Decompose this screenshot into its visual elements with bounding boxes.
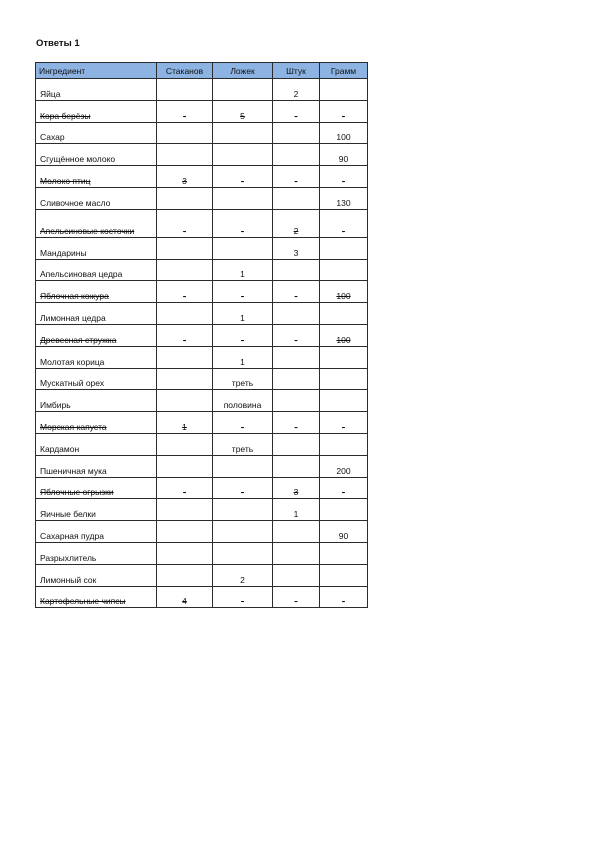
- grams-cell: 130: [320, 187, 368, 209]
- answers-table: [35, 62, 368, 608]
- grams-cell: -: [320, 586, 368, 608]
- cups-cell: 3: [157, 166, 213, 188]
- ingredient-name: Яйца: [36, 79, 157, 101]
- ingredient-name: Апельсиновые косточки: [36, 209, 157, 237]
- pieces-cell: [273, 564, 320, 586]
- grams-cell: 100: [320, 324, 368, 346]
- table-row: [36, 166, 368, 188]
- cups-cell: [157, 390, 213, 412]
- spoons-cell: 1: [213, 259, 273, 281]
- ingredient-name: Мандарины: [36, 237, 157, 259]
- ingredient-name: Апельсиновая цедра: [36, 259, 157, 281]
- cups-cell: [157, 122, 213, 144]
- pieces-cell: [273, 390, 320, 412]
- table-row: [36, 79, 368, 101]
- table-row: [36, 477, 368, 499]
- spoons-cell: [213, 187, 273, 209]
- ingredient-name: Лимонная цедра: [36, 303, 157, 325]
- cups-cell: -: [157, 281, 213, 303]
- spoons-cell: [213, 144, 273, 166]
- ingredient-name: Имбирь: [36, 390, 157, 412]
- table-row: [36, 521, 368, 543]
- grams-cell: -: [320, 209, 368, 237]
- table-row: [36, 100, 368, 122]
- table-header-row: [36, 63, 368, 79]
- pieces-cell: 3: [273, 237, 320, 259]
- table-row: [36, 368, 368, 390]
- grams-cell: -: [320, 100, 368, 122]
- pieces-cell: -: [273, 586, 320, 608]
- spoons-cell: [213, 521, 273, 543]
- pieces-cell: -: [273, 281, 320, 303]
- table-row: [36, 187, 368, 209]
- grams-cell: [320, 368, 368, 390]
- spoons-cell: половина: [213, 390, 273, 412]
- header-spoons: Ложек: [213, 63, 273, 79]
- cups-cell: -: [157, 324, 213, 346]
- grams-cell: [320, 564, 368, 586]
- grams-cell: [320, 79, 368, 101]
- cups-cell: -: [157, 100, 213, 122]
- pieces-cell: [273, 368, 320, 390]
- spoons-cell: 5: [213, 100, 273, 122]
- spoons-cell: [213, 455, 273, 477]
- ingredient-name: Сгущённое молоко: [36, 144, 157, 166]
- spoons-cell: -: [213, 281, 273, 303]
- grams-cell: [320, 237, 368, 259]
- ingredient-name: Сахарная пудра: [36, 521, 157, 543]
- pieces-cell: [273, 144, 320, 166]
- pieces-cell: -: [273, 324, 320, 346]
- table-row: [36, 455, 368, 477]
- pieces-cell: [273, 346, 320, 368]
- ingredient-name: Сливочное масло: [36, 187, 157, 209]
- ingredient-name: Древесная стружка: [36, 324, 157, 346]
- grams-cell: 100: [320, 281, 368, 303]
- cups-cell: [157, 542, 213, 564]
- spoons-cell: [213, 237, 273, 259]
- cups-cell: [157, 368, 213, 390]
- pieces-cell: 2: [273, 209, 320, 237]
- table-row: [36, 499, 368, 521]
- pieces-cell: 2: [273, 79, 320, 101]
- cups-cell: [157, 144, 213, 166]
- grams-cell: 200: [320, 455, 368, 477]
- grams-cell: [320, 303, 368, 325]
- grams-cell: -: [320, 477, 368, 499]
- spoons-cell: -: [213, 477, 273, 499]
- ingredient-name: Кора берёзы: [36, 100, 157, 122]
- table-row: [36, 412, 368, 434]
- ingredient-name: Молоко птиц: [36, 166, 157, 188]
- spoons-cell: -: [213, 586, 273, 608]
- cups-cell: [157, 346, 213, 368]
- ingredient-name: Мускатный орех: [36, 368, 157, 390]
- cups-cell: 4: [157, 586, 213, 608]
- table-row: [36, 564, 368, 586]
- table-row: [36, 433, 368, 455]
- pieces-cell: [273, 259, 320, 281]
- cups-cell: -: [157, 209, 213, 237]
- cups-cell: [157, 259, 213, 281]
- pieces-cell: [273, 433, 320, 455]
- grams-cell: [320, 542, 368, 564]
- cups-cell: [157, 564, 213, 586]
- cups-cell: [157, 79, 213, 101]
- pieces-cell: [273, 542, 320, 564]
- ingredient-name: Кардамон: [36, 433, 157, 455]
- header-cups: Стаканов: [157, 63, 213, 79]
- table-row: [36, 586, 368, 608]
- pieces-cell: [273, 122, 320, 144]
- table-row: [36, 259, 368, 281]
- header-pieces: Штук: [273, 63, 320, 79]
- pieces-cell: [273, 187, 320, 209]
- grams-cell: [320, 390, 368, 412]
- grams-cell: [320, 346, 368, 368]
- grams-cell: -: [320, 166, 368, 188]
- table-row: [36, 390, 368, 412]
- pieces-cell: 3: [273, 477, 320, 499]
- grams-cell: [320, 433, 368, 455]
- grams-cell: 90: [320, 144, 368, 166]
- page-title: Ответы 1: [36, 38, 80, 49]
- ingredient-name: Морская капуста: [36, 412, 157, 434]
- cups-cell: [157, 499, 213, 521]
- pieces-cell: -: [273, 100, 320, 122]
- pieces-cell: [273, 521, 320, 543]
- cups-cell: -: [157, 477, 213, 499]
- ingredient-name: Разрыхлитель: [36, 542, 157, 564]
- table-row: [36, 303, 368, 325]
- cups-cell: [157, 455, 213, 477]
- cups-cell: [157, 433, 213, 455]
- spoons-cell: -: [213, 324, 273, 346]
- cups-cell: [157, 303, 213, 325]
- ingredient-name: Яблочная кожура: [36, 281, 157, 303]
- pieces-cell: -: [273, 412, 320, 434]
- cups-cell: 1: [157, 412, 213, 434]
- grams-cell: 100: [320, 122, 368, 144]
- cups-cell: [157, 521, 213, 543]
- spoons-cell: [213, 542, 273, 564]
- pieces-cell: 1: [273, 499, 320, 521]
- spoons-cell: [213, 499, 273, 521]
- spoons-cell: треть: [213, 368, 273, 390]
- table-row: [36, 324, 368, 346]
- cups-cell: [157, 237, 213, 259]
- ingredient-name: Картофельные чипсы: [36, 586, 157, 608]
- header-grams: Грамм: [320, 63, 368, 79]
- ingredient-name: Яблочные огрызки: [36, 477, 157, 499]
- spoons-cell: 1: [213, 346, 273, 368]
- pieces-cell: -: [273, 166, 320, 188]
- ingredient-name: Сахар: [36, 122, 157, 144]
- grams-cell: -: [320, 412, 368, 434]
- grams-cell: [320, 259, 368, 281]
- spoons-cell: -: [213, 412, 273, 434]
- ingredient-name: Лимонный сок: [36, 564, 157, 586]
- ingredient-name: Пшеничная мука: [36, 455, 157, 477]
- pieces-cell: [273, 455, 320, 477]
- pieces-cell: [273, 303, 320, 325]
- table-row: [36, 237, 368, 259]
- table-row: [36, 542, 368, 564]
- grams-cell: 90: [320, 521, 368, 543]
- spoons-cell: 2: [213, 564, 273, 586]
- table-row: [36, 209, 368, 237]
- spoons-cell: [213, 79, 273, 101]
- spoons-cell: -: [213, 166, 273, 188]
- ingredient-name: Яичные белки: [36, 499, 157, 521]
- table-row: [36, 281, 368, 303]
- header-ingredient: Ингредиент: [36, 63, 157, 79]
- cups-cell: [157, 187, 213, 209]
- spoons-cell: 1: [213, 303, 273, 325]
- ingredient-name: Молотая корица: [36, 346, 157, 368]
- spoons-cell: [213, 122, 273, 144]
- spoons-cell: треть: [213, 433, 273, 455]
- table-row: [36, 144, 368, 166]
- table-row: [36, 346, 368, 368]
- grams-cell: [320, 499, 368, 521]
- spoons-cell: -: [213, 209, 273, 237]
- table-row: [36, 122, 368, 144]
